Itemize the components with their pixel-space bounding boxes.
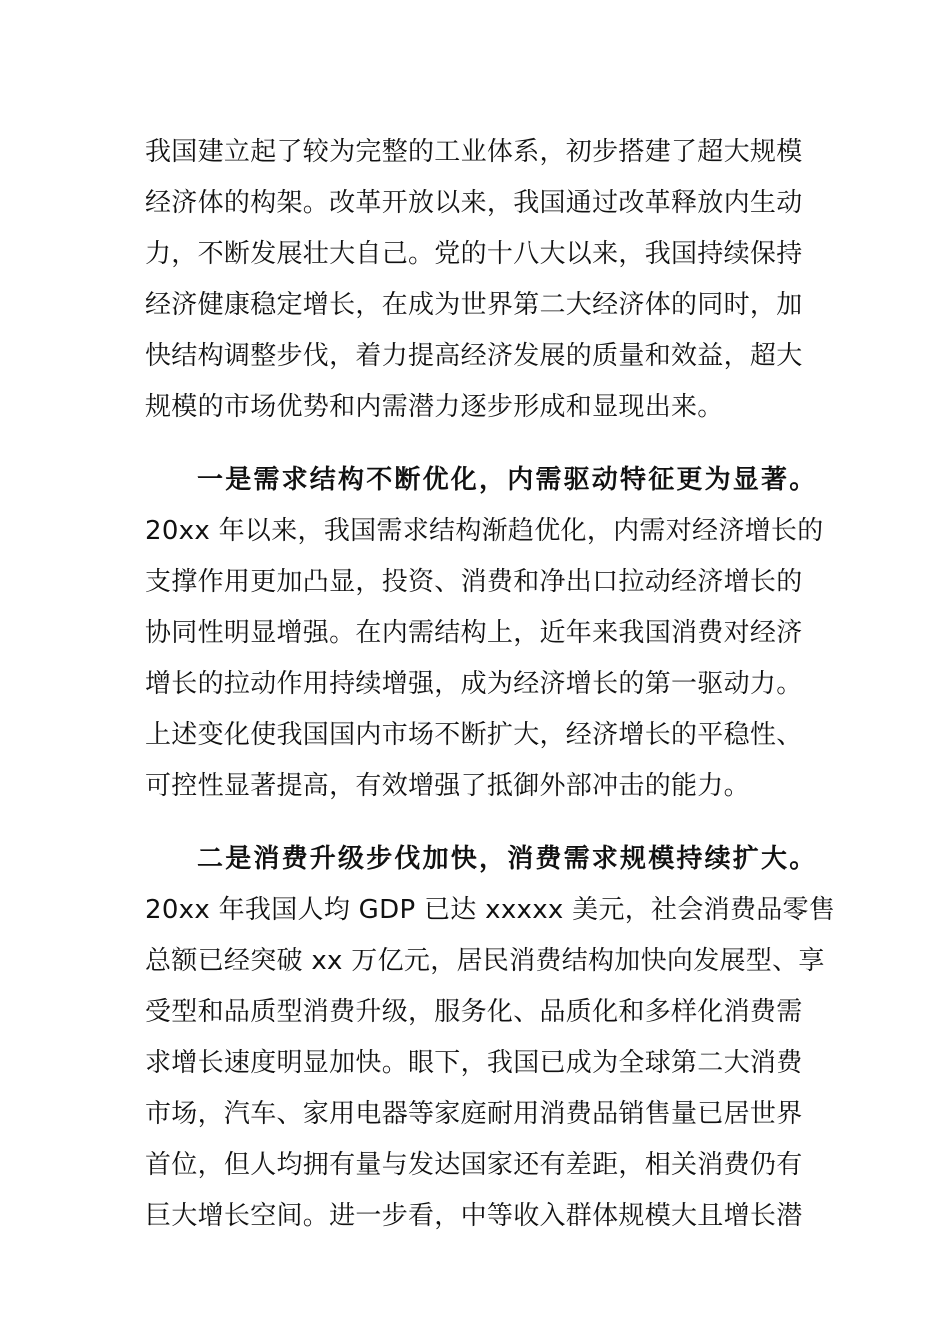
section-heading: 二是消费升级步伐加快，消费需求规模持续扩大。 — [197, 844, 818, 874]
text-line: 20xx 年以来，我国需求结构渐趋优化，内需对经济增长的 — [145, 516, 824, 546]
section-heading: 一是需求结构不断优化，内需驱动特征更为显著。 — [197, 465, 818, 495]
text-line: 快结构调整步伐，着力提高经济发展的质量和效益，超大 — [145, 341, 803, 371]
text-line: 经济健康稳定增长，在成为世界第二大经济体的同时，加 — [145, 290, 803, 320]
text-line: 市场，汽车、家用电器等家庭耐用消费品销售量已居世界 — [145, 1099, 803, 1129]
paragraph-industrial-system — [145, 127, 815, 433]
text-line: 经济体的构架。改革开放以来，我国通过改革释放内生动 — [145, 188, 803, 218]
text-line: 增长的拉动作用持续增强，成为经济增长的第一驱动力。 — [145, 669, 803, 699]
text-line: 我国建立起了较为完整的工业体系，初步搭建了超大规模 — [145, 137, 803, 167]
text-line: 总额已经突破 xx 万亿元，居民消费结构加快向发展型、享 — [145, 946, 825, 976]
text-line: 力，不断发展壮大自己。党的十八大以来，我国持续保持 — [145, 239, 803, 269]
paragraph-spacer — [145, 812, 815, 834]
paragraph-consumption-upgrade — [145, 834, 836, 1242]
paragraph-demand-structure — [145, 455, 824, 812]
text-line: 规模的市场优势和内需潜力逐步形成和显现出来。 — [145, 392, 724, 422]
text-line: 求增长速度明显加快。眼下，我国已成为全球第二大消费 — [145, 1048, 803, 1078]
text-line: 首位，但人均拥有量与发达国家还有差距，相关消费仍有 — [145, 1150, 803, 1180]
text-line: 巨大增长空间。进一步看，中等收入群体规模大且增长潜 — [145, 1201, 803, 1231]
text-line: 上述变化使我国国内市场不断扩大，经济增长的平稳性、 — [145, 720, 803, 750]
document-body — [145, 127, 836, 1242]
text-line: 支撑作用更加凸显，投资、消费和净出口拉动经济增长的 — [145, 567, 803, 597]
text-line: 受型和品质型消费升级，服务化、品质化和多样化消费需 — [145, 997, 803, 1027]
paragraph-spacer — [145, 433, 815, 455]
text-line: 20xx 年我国人均 GDP 已达 xxxxx 美元，社会消费品零售 — [145, 895, 836, 925]
text-line: 协同性明显增强。在内需结构上，近年来我国消费对经济 — [145, 618, 803, 648]
text-line: 可控性显著提高，有效增强了抵御外部冲击的能力。 — [145, 771, 750, 801]
